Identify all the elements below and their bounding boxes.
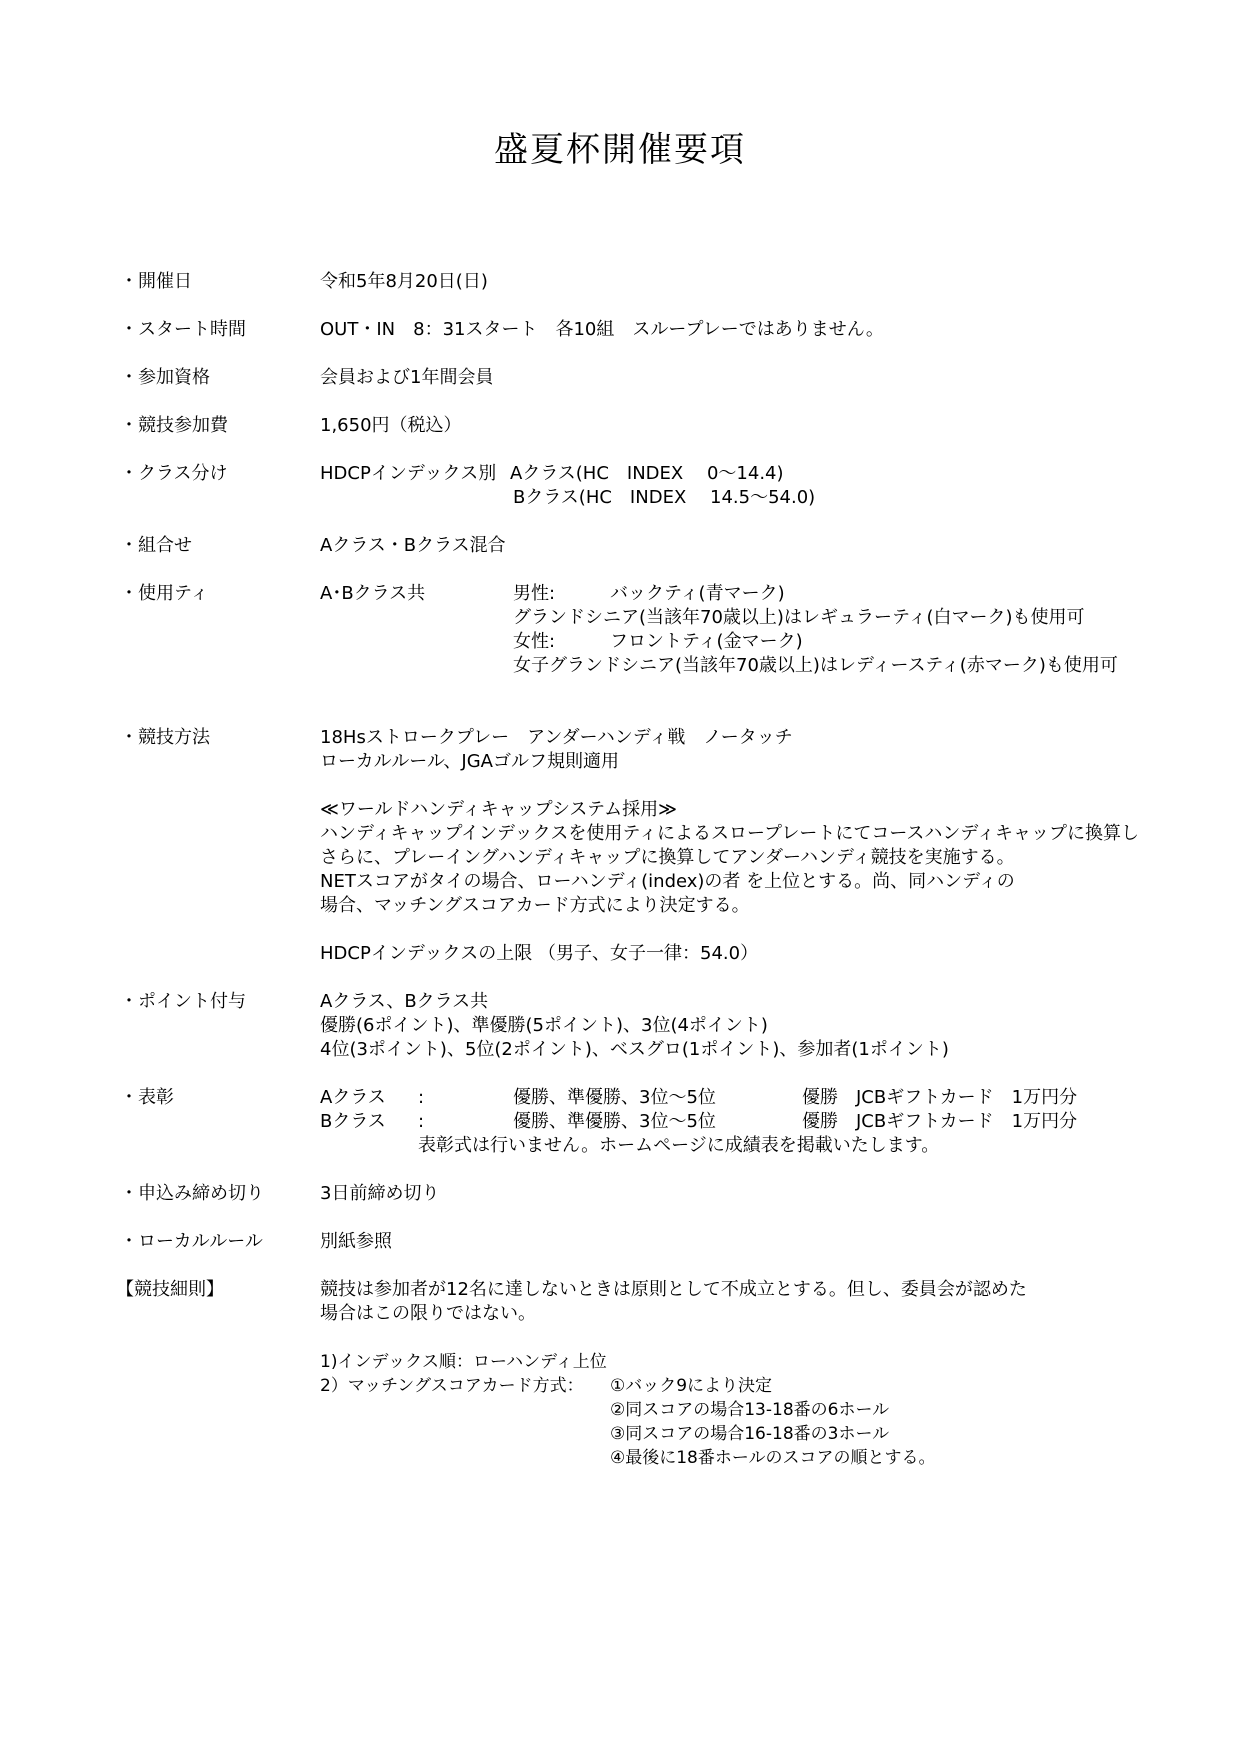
details-step-3: ③同スコアの場合16-18番の3ホール xyxy=(610,1424,890,1444)
fee-value: 1,650円（税込） xyxy=(320,415,462,436)
tee-female-label: 女性: xyxy=(513,631,556,652)
details-line-2: 場合はこの限りではない。 xyxy=(320,1303,536,1324)
method-line-3: ≪ワールドハンディキャップシステム採用≫ xyxy=(320,799,678,820)
points-line-3: 4位(3ポイント)、5位(2ポイント)、ベスグロ(1ポイント)、参加者(1ポイント) xyxy=(320,1039,949,1060)
deadline-value: 3日前締め切り xyxy=(320,1183,440,1204)
tee-male-label: 男性: xyxy=(513,583,556,604)
date-value: 令和5年8月20日(日) xyxy=(320,271,488,292)
method-line-1: 18Hsストロークプレー アンダーハンディ戦 ノータッチ xyxy=(320,727,793,748)
awards-note: 表彰式は行いません。ホームページに成績表を掲載いたします。 xyxy=(418,1135,940,1156)
class-b: Bクラス(HC INDEX 14.5～54.0) xyxy=(513,487,816,508)
tee-female-value: フロントティ(金マーク) xyxy=(610,631,803,652)
awards-a-class: Aクラス xyxy=(320,1087,386,1108)
method-label: ・競技方法 xyxy=(120,727,210,748)
awards-b-ranks: 優勝、準優勝、3位～5位 xyxy=(513,1111,716,1132)
details-item-2: 2）マッチングスコアカード方式： xyxy=(320,1376,584,1396)
points-line-1: Aクラス、Bクラス共 xyxy=(320,991,489,1012)
points-label: ・ポイント付与 xyxy=(120,991,246,1012)
details-label: 【競技細則】 xyxy=(116,1279,224,1300)
awards-b-colon: : xyxy=(418,1111,425,1132)
eligibility-value: 会員および1年間会員 xyxy=(320,367,494,388)
tee-senior-female: 女子グランドシニア(当該年70歳以上)はレディースティ(赤マーク)も使用可 xyxy=(513,655,1118,676)
awards-b-prize: 優勝 JCBギフトカード 1万円分 xyxy=(802,1111,1078,1132)
local-rules-value: 別紙参照 xyxy=(320,1231,392,1252)
details-line-1: 競技は参加者が12名に達しないときは原則として不成立とする。但し、委員会が認めた xyxy=(320,1279,1027,1300)
method-line-7: 場合、マッチングスコアカード方式により決定する。 xyxy=(320,895,750,916)
eligibility-label: ・参加資格 xyxy=(120,367,210,388)
pairing-label: ・組合せ xyxy=(120,535,192,556)
tee-lead: A･Bクラス共 xyxy=(320,583,426,604)
class-label: ・クラス分け xyxy=(120,463,228,484)
awards-label: ・表彰 xyxy=(120,1087,174,1108)
local-rules-label: ・ローカルルール xyxy=(120,1231,263,1252)
method-line-2: ローカルルール、JGAゴルフ規則適用 xyxy=(320,751,619,772)
method-line-8: HDCPインデックスの上限 （男子、女子一律：54.0） xyxy=(320,943,759,964)
details-step-1: ①バック9により決定 xyxy=(610,1376,773,1396)
method-line-6: NETスコアがタイの場合、ローハンディ(index)の者 を上位とする。尚、同ハンディの xyxy=(320,871,1015,892)
start-time-value: OUT・IN 8：31スタート 各10組 スループレーではありません。 xyxy=(320,319,884,340)
awards-a-colon: : xyxy=(418,1087,425,1108)
tee-label: ・使用ティ xyxy=(120,583,209,604)
method-line-5: さらに、プレーイングハンディキャップに換算してアンダーハンディ競技を実施する。 xyxy=(320,847,1015,868)
class-lead: HDCPインデックス別 xyxy=(320,463,497,484)
method-line-4: ハンディキャップインデックスを使用ティによるスロープレートにてコースハンディキャップに換算し xyxy=(320,823,1139,844)
awards-a-prize: 優勝 JCBギフトカード 1万円分 xyxy=(802,1087,1078,1108)
class-a: Aクラス(HC INDEX 0～14.4) xyxy=(510,463,784,484)
tee-male-value: バックティ(青マーク) xyxy=(610,583,785,604)
awards-a-ranks: 優勝、準優勝、3位～5位 xyxy=(513,1087,716,1108)
page-title: 盛夏杯開催要項 xyxy=(494,130,746,170)
details-item-1: 1)インデックス順：ローハンディ上位 xyxy=(320,1352,607,1372)
deadline-label: ・申込み締め切り xyxy=(120,1183,264,1204)
date-label: ・開催日 xyxy=(120,271,192,292)
tee-senior-male: グランドシニア(当該年70歳以上)はレギュラーティ(白マーク)も使用可 xyxy=(513,607,1085,628)
awards-b-class: Bクラス xyxy=(320,1111,386,1132)
fee-label: ・競技参加費 xyxy=(120,415,228,436)
points-line-2: 優勝(6ポイント)、準優勝(5ポイント)、3位(4ポイント) xyxy=(320,1015,768,1036)
details-step-4: ④最後に18番ホールのスコアの順とする。 xyxy=(610,1448,936,1468)
details-step-2: ②同スコアの場合13-18番の6ホール xyxy=(610,1400,890,1420)
pairing-value: Aクラス・Bクラス混合 xyxy=(320,535,506,556)
start-time-label: ・スタート時間 xyxy=(120,319,246,340)
